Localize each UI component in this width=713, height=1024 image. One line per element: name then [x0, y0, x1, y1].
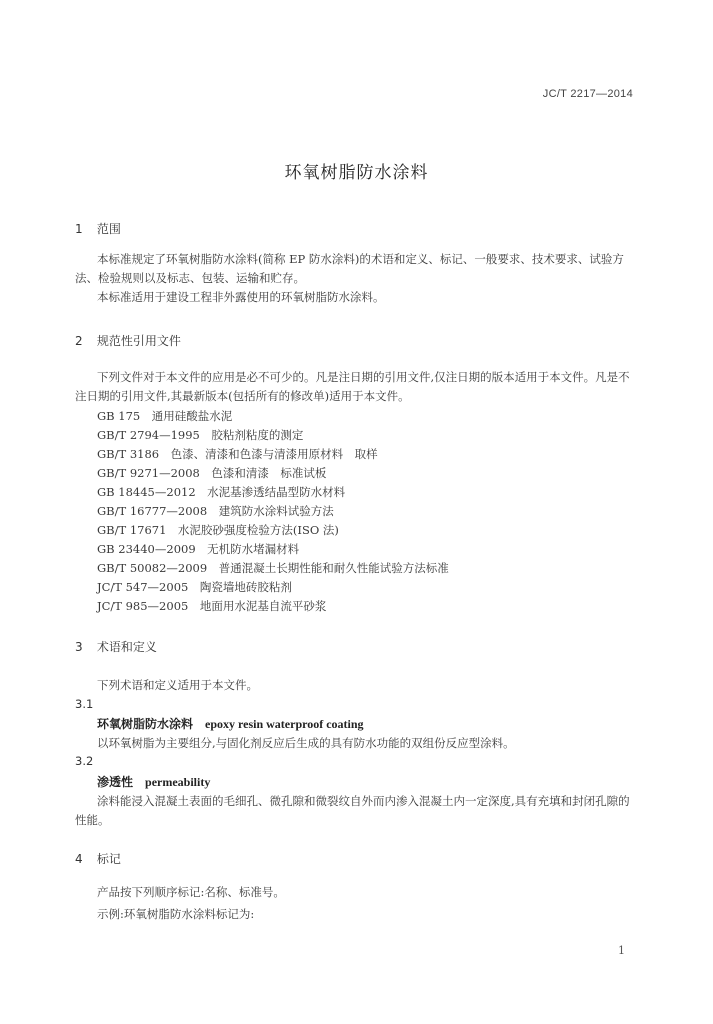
- term-name-zh: 环氧树脂防水涂料: [97, 717, 194, 731]
- standard-code: JC/T 2217—2014: [542, 88, 633, 100]
- section-heading-references: [75, 332, 181, 349]
- term-heading: [97, 773, 210, 790]
- section-number: 1: [75, 222, 83, 236]
- section-title: 规范性引用文件: [96, 334, 181, 348]
- term-definition: 涂料能浸入混凝土表面的毛细孔、微孔隙和微裂纹自外而内渗入混凝土内一定深度,具有充填和封闭孔隙的性能。: [75, 794, 630, 827]
- page-number: 1: [618, 944, 625, 957]
- section-heading-marking: [75, 850, 121, 867]
- reference-item: GB 18445—2012 水泥基渗透结晶型防水材料: [97, 485, 346, 499]
- section-number: 4: [75, 852, 83, 866]
- marking-example: 示例:环氧树脂防水涂料标记为:: [97, 907, 255, 921]
- reference-item: GB/T 17671 水泥胶砂强度检验方法(ISO 法): [97, 523, 339, 537]
- section-title: 术语和定义: [96, 640, 157, 654]
- section-title: 范围: [96, 222, 121, 236]
- term-number: 3.2: [75, 754, 94, 768]
- reference-item: GB 175 通用硅酸盐水泥: [97, 409, 233, 423]
- section-number: 2: [75, 334, 83, 348]
- reference-item: JC/T 547—2005 陶瓷墙地砖胶粘剂: [97, 580, 292, 594]
- section-heading-terms: [75, 638, 157, 655]
- scope-paragraph-2: 本标准适用于建设工程非外露使用的环氧树脂防水涂料。: [97, 290, 385, 304]
- section-title: 标记: [96, 852, 121, 866]
- section-heading-scope: [75, 220, 121, 237]
- terms-intro: 下列术语和定义适用于本文件。: [97, 678, 258, 692]
- reference-item: GB/T 3186 色漆、清漆和色漆与清漆用原材料 取样: [97, 447, 378, 461]
- section-number: 3: [75, 640, 83, 654]
- reference-item: GB/T 9271—2008 色漆和清漆 标准试板: [97, 466, 327, 480]
- term-name-en: permeability: [145, 775, 211, 789]
- term-name-en: epoxy resin waterproof coating: [205, 717, 364, 731]
- reference-item: JC/T 985—2005 地面用水泥基自流平砂浆: [97, 599, 327, 613]
- term-name-zh: 渗透性: [97, 775, 134, 789]
- scope-paragraph-1: 本标准规定了环氧树脂防水涂料(简称 EP 防水涂料)的术语和定义、标记、一般要求、技术要求、试验方法、检验规则以及标志、包装、运输和贮存。: [75, 252, 624, 285]
- term-definition: 以环氧树脂为主要组分,与固化剂反应后生成的具有防水功能的双组份反应型涂料。: [97, 736, 515, 750]
- document-title: 环氧树脂防水涂料: [284, 163, 429, 183]
- term-number: 3.1: [75, 697, 94, 711]
- references-intro: 下列文件对于本文件的应用是必不可少的。凡是注日期的引用文件,仅注日期的版本适用于本文件。凡是不注日期的引用文件,其最新版本(包括所有的修改单)适用于本文件。: [75, 370, 630, 403]
- reference-item: GB/T 2794—1995 胶粘剂粘度的测定: [97, 428, 304, 442]
- reference-item: GB 23440—2009 无机防水堵漏材料: [97, 542, 300, 556]
- reference-item: GB/T 16777—2008 建筑防水涂料试验方法: [97, 504, 334, 518]
- term-heading: [97, 715, 364, 732]
- reference-item: GB/T 50082—2009 普通混凝土长期性能和耐久性能试验方法标准: [97, 561, 449, 575]
- marking-line-1: 产品按下列顺序标记:名称、标准号。: [97, 885, 285, 899]
